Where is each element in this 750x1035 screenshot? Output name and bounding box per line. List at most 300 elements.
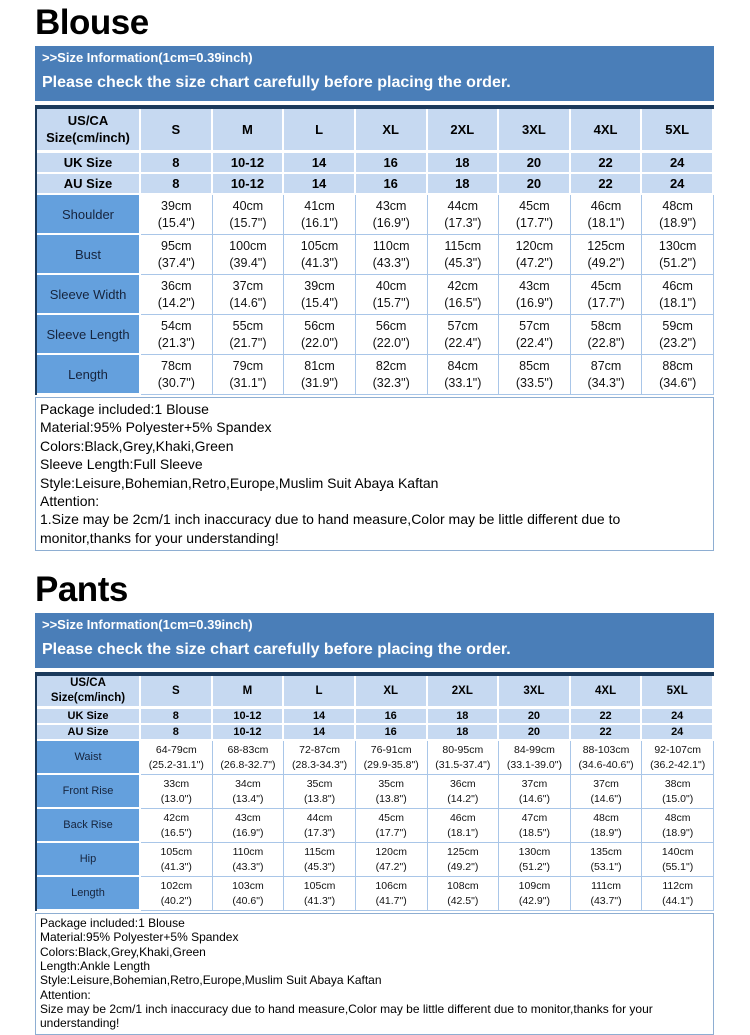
measurement-cell [428,355,500,395]
region-size-cell: 22 [571,174,643,195]
value-cm: 43cm [235,812,261,825]
measurement-cell [571,235,643,275]
value-inch: (21.3") [157,335,195,350]
value-inch: (13.8") [375,792,407,805]
pants-measurement-row [37,843,714,877]
region-size-label: UK Size [37,153,141,174]
value-cm: 47cm [521,812,548,825]
value-cm: 72-87cm [299,744,340,757]
value-cm: 88-103cm [582,744,630,757]
pants-region-size-row [37,709,714,725]
measurement-cell [428,235,500,275]
value-cm: 59cm [662,318,693,333]
value-cm: 106cm [375,880,407,893]
value-cm: 95cm [161,238,192,253]
measurement-label: Back Rise [37,809,141,843]
measurement-cell [284,355,356,395]
blouse-measurement-row [37,195,714,235]
value-inch: (51.2") [659,255,697,270]
measurement-cell [356,275,428,315]
value-inch: (18.1") [587,215,625,230]
measurement-cell [213,275,285,315]
size-header-cell: L [284,676,356,709]
pants-check-chart-note: Please check the size chart carefully before placing the order. [42,641,511,659]
value-cm: 45cm [590,278,622,293]
measurement-cell [642,775,714,809]
measurement-cell [499,877,571,911]
measurement-cell [571,877,643,911]
measurement-cell [213,195,285,235]
blouse-size-header-row [37,109,714,153]
value-inch: (15.7") [229,215,267,230]
measurement-label: Hip [37,843,141,877]
value-cm: 84cm [447,358,479,373]
value-cm: 125cm [447,846,479,859]
blouse-measurement-row [37,355,714,395]
region-size-cell: 24 [642,709,714,725]
value-cm: 78cm [161,358,192,373]
region-size-cell: 8 [141,725,213,741]
value-inch: (15.0") [662,792,694,805]
value-cm: 44cm [447,198,479,213]
blouse-check-chart-note: Please check the size chart carefully before placing the order. [42,74,511,91]
region-size-cell: 16 [356,709,428,725]
region-size-cell: 10-12 [213,725,285,741]
size-header-cell: XL [356,109,428,153]
size-header-cell: 4XL [571,109,643,153]
measurement-cell [571,275,643,315]
pants-size-info-line: >>Size Information(1cm=0.39inch) [42,617,253,633]
measurement-cell [571,775,643,809]
value-cm: 84-99cm [514,744,555,757]
value-cm: 115cm [304,846,335,859]
measurement-cell [213,775,285,809]
pants-section [35,569,714,1034]
region-size-cell: 14 [284,709,356,725]
value-cm: 34cm [235,778,261,791]
value-cm: 42cm [447,278,479,293]
value-cm: 44cm [306,812,333,825]
region-size-cell: 20 [499,709,571,725]
blouse-description-box [35,397,714,551]
measurement-cell [141,843,213,877]
value-cm: 45cm [378,812,405,825]
measurement-cell [356,877,428,911]
value-inch: (33.1") [444,375,482,390]
description-line: 1.Size may be 2cm/1 inch inaccuracy due to hand measure,Color may be little different due to monitor,thanks for your understanding! [40,511,621,546]
value-inch: (22.0") [372,335,410,350]
value-inch: (55.1") [662,860,694,873]
region-size-cell: 8 [141,174,213,195]
value-cm: 39cm [161,198,192,213]
measurement-label: Sleeve Length [37,315,141,355]
measurement-cell [213,315,285,355]
value-inch: (43.7") [590,894,622,907]
value-cm: 100cm [229,238,267,253]
measurement-cell [284,235,356,275]
measurement-cell [428,877,500,911]
value-cm: 115cm [444,238,482,253]
measurement-cell [642,741,714,775]
measurement-cell [499,235,571,275]
value-cm: 57cm [519,318,550,333]
measurement-cell [642,809,714,843]
value-inch: (51.2") [518,860,551,873]
corner-line-1: US/CA [70,677,106,690]
value-cm: 110cm [372,238,410,253]
value-inch: (49.2") [587,255,625,270]
value-inch: (42.5") [447,894,479,907]
size-header-cell: 2XL [428,676,500,709]
measurement-cell [213,235,285,275]
measurement-cell [642,195,714,235]
region-size-cell: 8 [141,153,213,174]
pants-size-table [35,672,714,911]
description-line: Length:Ankle Length [40,959,151,974]
description-line: Attention: [40,987,91,1002]
value-cm: 82cm [375,358,407,373]
size-header-cell: 5XL [642,676,714,709]
value-inch: (16.9") [232,826,264,839]
measurement-cell [141,235,213,275]
region-size-cell: 22 [571,725,643,741]
value-cm: 45cm [519,198,550,213]
measurement-cell [284,275,356,315]
value-cm: 120cm [515,238,554,253]
pants-region-size-row [37,725,714,741]
description-line: Size may be 2cm/1 inch inaccuracy due to hand measure,Color may be little different due to monitor,thanks for your understanding! [40,1001,653,1031]
measurement-cell [642,843,714,877]
region-size-cell: 24 [642,153,714,174]
region-size-cell: 20 [499,153,571,174]
blouse-measurement-row [37,275,714,315]
value-inch: (39.4") [229,255,267,270]
value-cm: 55cm [232,318,264,333]
value-cm: 109cm [518,880,551,893]
measurement-cell [499,775,571,809]
pants-measurement-row [37,809,714,843]
region-size-label: AU Size [37,725,141,741]
size-header-cell: XL [356,676,428,709]
measurement-cell [428,775,500,809]
measurement-cell [141,741,213,775]
blouse-size-info-line: >>Size Information(1cm=0.39inch) [42,50,253,65]
value-cm: 54cm [161,318,192,333]
region-size-label: UK Size [37,709,141,725]
value-inch: (34.6") [659,375,697,390]
measurement-cell [428,741,500,775]
value-cm: 48cm [593,812,619,825]
value-cm: 125cm [587,238,625,253]
corner-line-2: Size(cm/inch) [46,129,130,145]
value-inch: (40.6") [232,894,264,907]
value-cm: 103cm [232,880,264,893]
value-inch: (17.3") [444,215,482,230]
measurement-cell [356,809,428,843]
size-header-cell: M [213,676,285,709]
value-cm: 39cm [304,278,335,293]
measurement-cell [499,809,571,843]
measurement-cell [213,809,285,843]
region-size-cell: 14 [284,725,356,741]
measurement-cell [213,877,285,911]
value-inch: (18.5") [518,826,551,839]
blouse-size-info-banner [35,46,714,101]
measurement-label: Shoulder [37,195,141,235]
description-line: Style:Leisure,Bohemian,Retro,Europe,Muslim Suit Abaya Kaftan [40,474,439,491]
value-inch: (41.7") [375,894,407,907]
value-inch: (28.3-34.3") [292,758,348,771]
measurement-cell [284,877,356,911]
size-header-cell: 4XL [571,676,643,709]
value-inch: (25.2-31.1") [148,758,204,771]
value-cm: 81cm [304,358,335,373]
value-inch: (16.5") [444,295,482,310]
region-size-cell: 16 [356,153,428,174]
value-inch: (18.1") [659,295,697,310]
value-cm: 38cm [664,778,691,791]
value-inch: (14.6") [229,295,267,310]
value-inch: (41.3") [301,255,339,270]
value-inch: (23.2") [659,335,697,350]
value-inch: (36.2-42.1") [650,758,706,771]
value-cm: 56cm [304,318,335,333]
value-inch: (17.7") [515,215,553,230]
measurement-cell [284,809,356,843]
description-line: Colors:Black,Grey,Khaki,Green [40,437,234,454]
description-line: Package included:1 Blouse [40,916,185,931]
region-size-cell: 18 [428,174,500,195]
value-inch: (37.4") [157,255,195,270]
value-inch: (45.3") [303,860,336,873]
measurement-cell [428,275,500,315]
value-inch: (18.9") [590,826,622,839]
measurement-cell [428,843,500,877]
value-cm: 112cm [662,880,694,893]
value-cm: 80-95cm [442,744,484,757]
measurement-cell [356,741,428,775]
size-header-cell: S [141,109,213,153]
value-cm: 56cm [375,318,407,333]
value-inch: (18.1") [447,826,479,839]
value-cm: 102cm [160,880,193,893]
value-inch: (16.5") [160,826,192,839]
value-cm: 33cm [163,778,190,791]
measurement-label: Front Rise [37,775,141,809]
value-cm: 41cm [304,198,335,213]
measurement-label: Waist [37,741,141,775]
value-cm: 43cm [519,278,550,293]
region-size-cell: 24 [642,174,714,195]
blouse-measurement-row [37,315,714,355]
measurement-cell [499,275,571,315]
value-inch: (16.1") [301,215,339,230]
value-inch: (44.1") [662,894,694,907]
value-inch: (13.0") [160,792,192,805]
measurement-cell [499,741,571,775]
value-cm: 42cm [163,812,190,825]
description-line: Material:95% Polyester+5% Spandex [40,930,239,945]
measurement-cell [141,775,213,809]
pants-title: Pants [35,570,128,610]
value-inch: (43.3") [232,860,264,873]
value-cm: 35cm [378,778,405,791]
measurement-cell [356,775,428,809]
measurement-cell [284,195,356,235]
size-header-cell: 5XL [642,109,714,153]
measurement-cell [284,741,356,775]
us-ca-size-corner-label [37,676,141,709]
value-inch: (30.7") [157,375,195,390]
value-inch: (13.4") [232,792,264,805]
blouse-section [35,2,714,551]
value-inch: (15.4") [301,295,339,310]
value-inch: (17.7") [375,826,407,839]
region-size-cell: 20 [499,725,571,741]
value-inch: (32.3") [372,375,410,390]
value-cm: 37cm [521,778,548,791]
value-inch: (42.9") [518,894,551,907]
measurement-cell [499,355,571,395]
region-size-cell: 10-12 [213,709,285,725]
region-size-label: AU Size [37,174,141,195]
value-cm: 135cm [590,846,622,859]
value-inch: (14.2") [157,295,195,310]
pants-measurement-row [37,877,714,911]
value-inch: (15.4") [157,215,195,230]
measurement-cell [213,355,285,395]
value-inch: (31.1") [229,375,267,390]
value-inch: (14.6") [518,792,551,805]
value-inch: (18.9") [659,215,697,230]
blouse-size-table [35,105,714,395]
measurement-cell [571,355,643,395]
value-cm: 43cm [375,198,407,213]
value-cm: 110cm [232,846,264,859]
region-size-cell: 10-12 [213,153,285,174]
value-inch: (47.2") [375,860,407,873]
value-inch: (34.3") [587,375,625,390]
size-header-cell: L [284,109,356,153]
pants-size-header-row [37,676,714,709]
region-size-cell: 22 [571,153,643,174]
value-inch: (29.9-35.8") [363,758,419,771]
value-inch: (41.3") [303,894,336,907]
measurement-cell [141,315,213,355]
value-cm: 36cm [449,778,476,791]
value-cm: 130cm [658,238,697,253]
measurement-label: Length [37,877,141,911]
value-cm: 108cm [447,880,479,893]
value-cm: 105cm [160,846,193,859]
value-cm: 140cm [661,846,694,859]
measurement-cell [642,235,714,275]
measurement-cell [284,315,356,355]
region-size-cell: 18 [428,153,500,174]
value-inch: (26.8-32.7") [220,758,276,771]
region-size-cell: 8 [141,709,213,725]
value-cm: 40cm [232,198,264,213]
value-inch: (49.2") [447,860,479,873]
corner-line-2: Size(cm/inch) [50,692,126,705]
measurement-cell [428,315,500,355]
pants-size-info-banner [35,613,714,668]
value-inch: (18.9") [662,826,694,839]
value-cm: 88cm [662,358,693,373]
pants-description-box [35,913,714,1034]
value-inch: (17.3") [303,826,336,839]
region-size-cell: 16 [356,725,428,741]
size-header-cell: 2XL [428,109,500,153]
value-inch: (45.3") [444,255,482,270]
value-inch: (21.7") [229,335,267,350]
measurement-cell [356,235,428,275]
value-inch: (16.9") [515,295,553,310]
blouse-region-size-row [37,174,714,195]
measurement-cell [141,877,213,911]
measurement-label: Length [37,355,141,395]
region-size-cell: 10-12 [213,174,285,195]
measurement-cell [571,315,643,355]
size-header-cell: 3XL [499,109,571,153]
region-size-cell: 20 [499,174,571,195]
measurement-cell [356,355,428,395]
value-cm: 48cm [662,198,693,213]
value-inch: (40.2") [160,894,192,907]
value-cm: 87cm [590,358,622,373]
value-cm: 105cm [300,238,339,253]
value-inch: (31.5-37.4") [435,758,491,771]
description-line: Colors:Black,Grey,Khaki,Green [40,944,206,959]
measurement-cell [428,195,500,235]
region-size-cell: 18 [428,725,500,741]
region-size-cell: 18 [428,709,500,725]
value-inch: (15.7") [372,295,410,310]
value-cm: 85cm [519,358,550,373]
value-inch: (22.8") [587,335,625,350]
value-inch: (14.2") [447,792,479,805]
measurement-cell [356,195,428,235]
size-header-cell: 3XL [499,676,571,709]
description-line: Style:Leisure,Bohemian,Retro,Europe,Muslim Suit Abaya Kaftan [40,973,382,988]
value-cm: 48cm [664,812,691,825]
value-cm: 130cm [518,846,551,859]
us-ca-size-corner-label [37,109,141,153]
value-inch: (33.5") [515,375,553,390]
measurement-cell [141,809,213,843]
value-inch: (43.3") [372,255,410,270]
measurement-cell [499,843,571,877]
measurement-cell [499,195,571,235]
measurement-cell [213,843,285,877]
value-inch: (22.4") [444,335,482,350]
description-line: Package included:1 Blouse [40,401,209,417]
value-cm: 64-79cm [155,744,197,757]
value-inch: (22.0") [301,335,339,350]
value-inch: (47.2") [515,255,553,270]
value-cm: 79cm [232,358,264,373]
measurement-cell [642,315,714,355]
value-cm: 35cm [306,778,333,791]
value-cm: 36cm [161,278,192,293]
value-cm: 58cm [590,318,622,333]
value-inch: (53.1") [590,860,622,873]
measurement-cell [571,843,643,877]
measurement-cell [356,843,428,877]
value-cm: 111cm [591,880,622,893]
measurement-cell [141,275,213,315]
measurement-cell [642,275,714,315]
